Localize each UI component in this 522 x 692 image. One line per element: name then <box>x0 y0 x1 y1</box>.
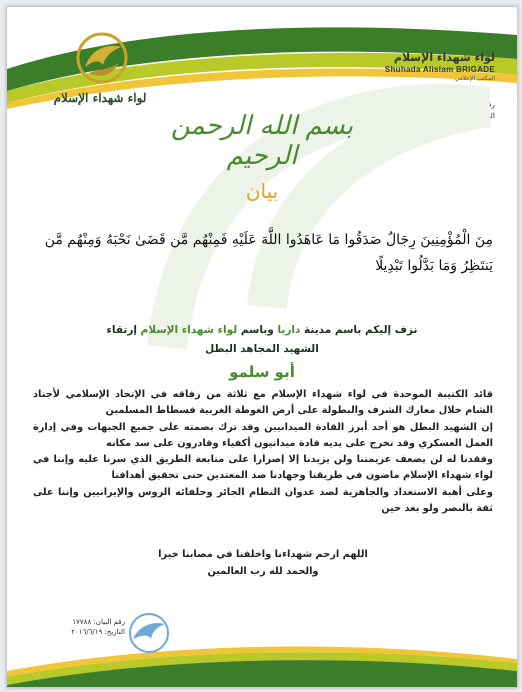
footer-meta <box>51 617 125 637</box>
intro-line-2: الشهيد المجاهد البطل <box>205 343 319 355</box>
footer-swoosh <box>7 597 517 687</box>
body-paragraph: قائد الكتيبة الموحدة في لواء شهداء الإسلام مع ثلاثة من رفاقه في الإتحاد الإسلامي لأجناد الشام خلال معارك الشرف والبطولة على أرض الغوطة الغربية فسطاط المسلمين <box>33 389 493 417</box>
statement-date: التاريخ: ٢٠١٦/٦/١٩ <box>437 111 495 120</box>
footer-date: التاريخ: ٢٠١٦/٦/١٩ <box>71 628 125 636</box>
announcement-intro <box>37 321 487 359</box>
brigade-name-arabic: لواء شهداء الإسلام <box>393 51 495 64</box>
media-office-label: المكتب الإعلامي <box>454 75 495 82</box>
statement-body <box>33 387 493 517</box>
statement-number: رقم البيان : ١٧٧٨٨ <box>436 100 495 109</box>
footer-stamp-icon <box>121 609 177 657</box>
quran-verse: مِنَ الْمُؤْمِنِينَ رِجَالٌ صَدَقُوا مَا عَاهَدُوا اللَّهَ عَلَيْهِ فَمِنْهُم مَّن قَضَىٰ نَحْبَهُ وَمِنْهُم مَّن يَنتَظِرُ وَمَا بَدَّلُوا تَبْدِيلًا <box>44 232 493 274</box>
statement-closing <box>33 547 493 580</box>
footer-statement-number: رقم البيان: ١٧٧٨٨ <box>72 618 125 626</box>
basmala-calligraphy: بسم الله الرحمن الرحيم <box>170 111 354 171</box>
statement-heading: بيان <box>245 179 279 203</box>
martyr-name: أبو سلمو <box>229 363 295 381</box>
intro-line-1: نزف إليكم باسم مدينة داريا وباسم لواء شهداء الإسلام إرتقاء <box>106 324 418 336</box>
brigade-name-english: Shuhada Alislam BRIGADE <box>384 65 495 74</box>
body-paragraph: وعلى أهبة الاستعداد والجاهزية لصد عدوان النظام الجائر وحلفائه الروس والإيرانيين وإننا على ثقة بالنصر ولو بعد حين <box>33 486 493 515</box>
body-paragraph: إن الشهيد البطل هو أحد أبرز القادة الميدانيين وقد ترك بصمته على جميع الجبهات وفي إدارة العمل العسكري وقد تخرج على يديه قادة ميدانيون أكفياء وقادرون على سد مكانه <box>33 421 493 449</box>
closing-praise: والحمد لله رب العالمين <box>207 565 319 577</box>
brigade-name-logo: لواء شهداء الإسلام <box>53 91 147 105</box>
statement-document <box>6 6 518 688</box>
closing-prayer: اللهم ارحم شهداءنا واخلفنا في مصابنا خيرا <box>158 549 368 560</box>
body-paragraph: وفقدنا له لن يضعف عزيمتنا ولن يزيدنا إلا إصرارا على متابعة الطريق الذي سرنا عليه وإننا في لواء شهداء الإسلام ماضون في طريقنا وجهادنا ضد المعتدين حتى تحقيق أهدافنا <box>33 454 493 482</box>
